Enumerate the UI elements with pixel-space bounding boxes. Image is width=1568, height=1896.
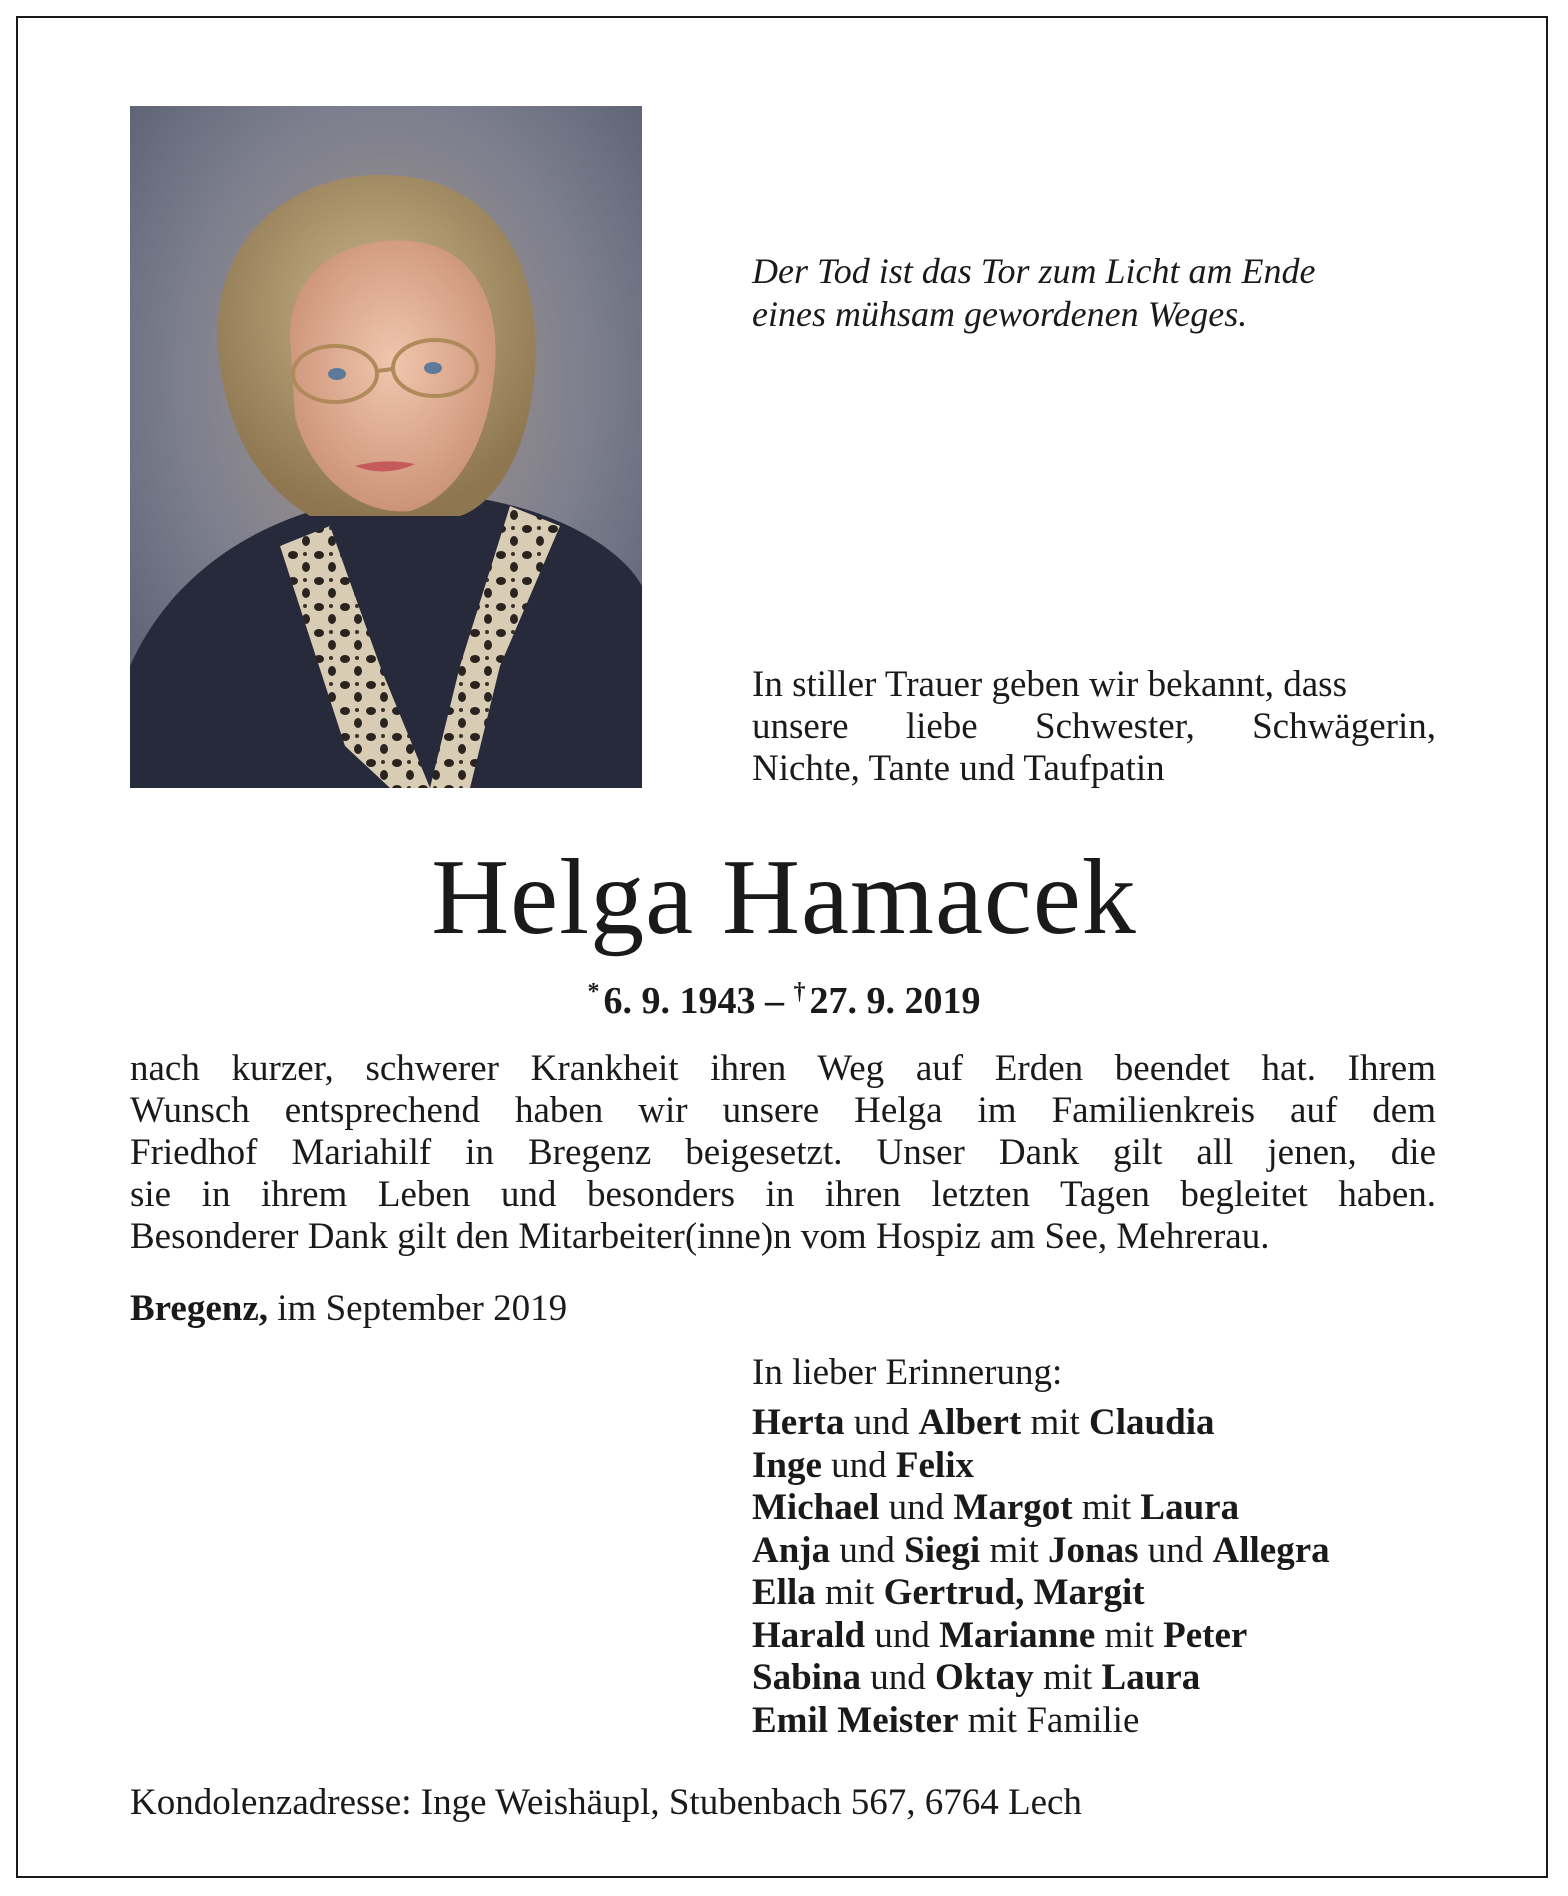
condolence-address: Kondolenzadresse: Inge Weishäupl, Stubenbach 567, 6764 Lech [130, 1782, 1082, 1823]
family-name: Ella [752, 1572, 816, 1613]
family-name: Sabina [752, 1657, 862, 1698]
connector: mit [1042, 1657, 1093, 1698]
family-name: Emil Meister [752, 1699, 959, 1741]
place-date [130, 1288, 567, 1330]
connector: mit [825, 1572, 875, 1613]
family-name: Marianne [939, 1614, 1096, 1656]
connector: und [853, 1402, 910, 1443]
family-name: Michael [752, 1487, 880, 1528]
family-row [752, 1530, 1330, 1573]
body-line: Wunsch entsprechend haben wir unsere Helga im Familienkreis auf dem [130, 1090, 1436, 1131]
family-list [752, 1402, 1330, 1742]
family-row [752, 1572, 1330, 1615]
family-name: Herta [752, 1402, 845, 1443]
family-name: Oktay [935, 1657, 1034, 1698]
birth-date: 6. 9. 1943 [603, 980, 756, 1022]
intro-line: Nichte, Tante und Taufpatin [752, 748, 1165, 789]
family-name: Gertrud, Margit [883, 1572, 1145, 1613]
body-line: nach kurzer, schwerer Krankheit ihren Weg auf Erden beendet hat. Ihrem [130, 1048, 1436, 1089]
quote-line: Der Tod ist das Tor zum Licht am Ende [752, 251, 1316, 291]
portrait-photo [130, 106, 642, 788]
family-name: Laura [1140, 1487, 1240, 1528]
intro-text [752, 664, 1436, 790]
family-row [752, 1445, 1330, 1488]
date: im September 2019 [277, 1288, 568, 1329]
family-row [752, 1700, 1330, 1743]
family-name: Inge [752, 1444, 822, 1486]
family-name: Harald [752, 1614, 866, 1656]
family-row [752, 1487, 1330, 1530]
family-name: Allegra [1212, 1529, 1330, 1571]
date-separator: – [765, 980, 784, 1022]
connector: mit [1081, 1487, 1132, 1528]
connector: mit Familie [967, 1699, 1140, 1741]
connector: und [839, 1529, 895, 1571]
memory-heading: In lieber Erinnerung: [752, 1352, 1063, 1393]
quote [752, 250, 1452, 336]
family-name: Felix [895, 1444, 974, 1486]
connector: mit [989, 1529, 1039, 1571]
death-date: 27. 9. 2019 [809, 980, 981, 1022]
connector: und [1147, 1529, 1204, 1571]
family-name: Peter [1163, 1614, 1248, 1656]
connector: mit [1030, 1402, 1080, 1443]
announcement-body [130, 1048, 1436, 1258]
connector: mit [1104, 1614, 1154, 1656]
family-row [752, 1615, 1330, 1658]
family-name: Albert [918, 1402, 1022, 1443]
family-name: Laura [1101, 1657, 1201, 1698]
body-line: sie in ihrem Leben und besonders in ihren letzten Tagen begleitet haben. [130, 1174, 1436, 1215]
quote-line: eines mühsam gewordenen Weges. [752, 294, 1248, 334]
connector: und [870, 1657, 926, 1698]
place: Bregenz, [130, 1288, 269, 1329]
intro-line: In stiller Trauer geben wir bekannt, dass [752, 664, 1347, 705]
family-name: Jonas [1048, 1529, 1139, 1571]
family-name: Margot [953, 1487, 1073, 1528]
connector: und [888, 1487, 945, 1528]
portrait-image [130, 106, 642, 788]
birth-symbol: * [587, 979, 600, 1005]
family-row [752, 1402, 1330, 1445]
connector: und [831, 1444, 887, 1486]
family-name: Claudia [1089, 1402, 1215, 1443]
connector: und [874, 1614, 930, 1656]
intro-line: unsere liebe Schwester, Schwägerin, [752, 706, 1436, 747]
life-dates [0, 970, 1568, 1023]
body-line: Besonderer Dank gilt den Mitarbeiter(inne)n vom Hospiz am See, Mehrerau. [130, 1216, 1270, 1257]
death-symbol: † [793, 979, 806, 1005]
family-row [752, 1657, 1330, 1700]
family-name: Anja [752, 1529, 831, 1571]
body-line: Friedhof Mariahilf in Bregenz beigesetzt. Unser Dank gilt all jenen, die [130, 1132, 1436, 1173]
deceased-name: Helga Hamacek [431, 838, 1137, 957]
family-name: Siegi [904, 1529, 981, 1571]
